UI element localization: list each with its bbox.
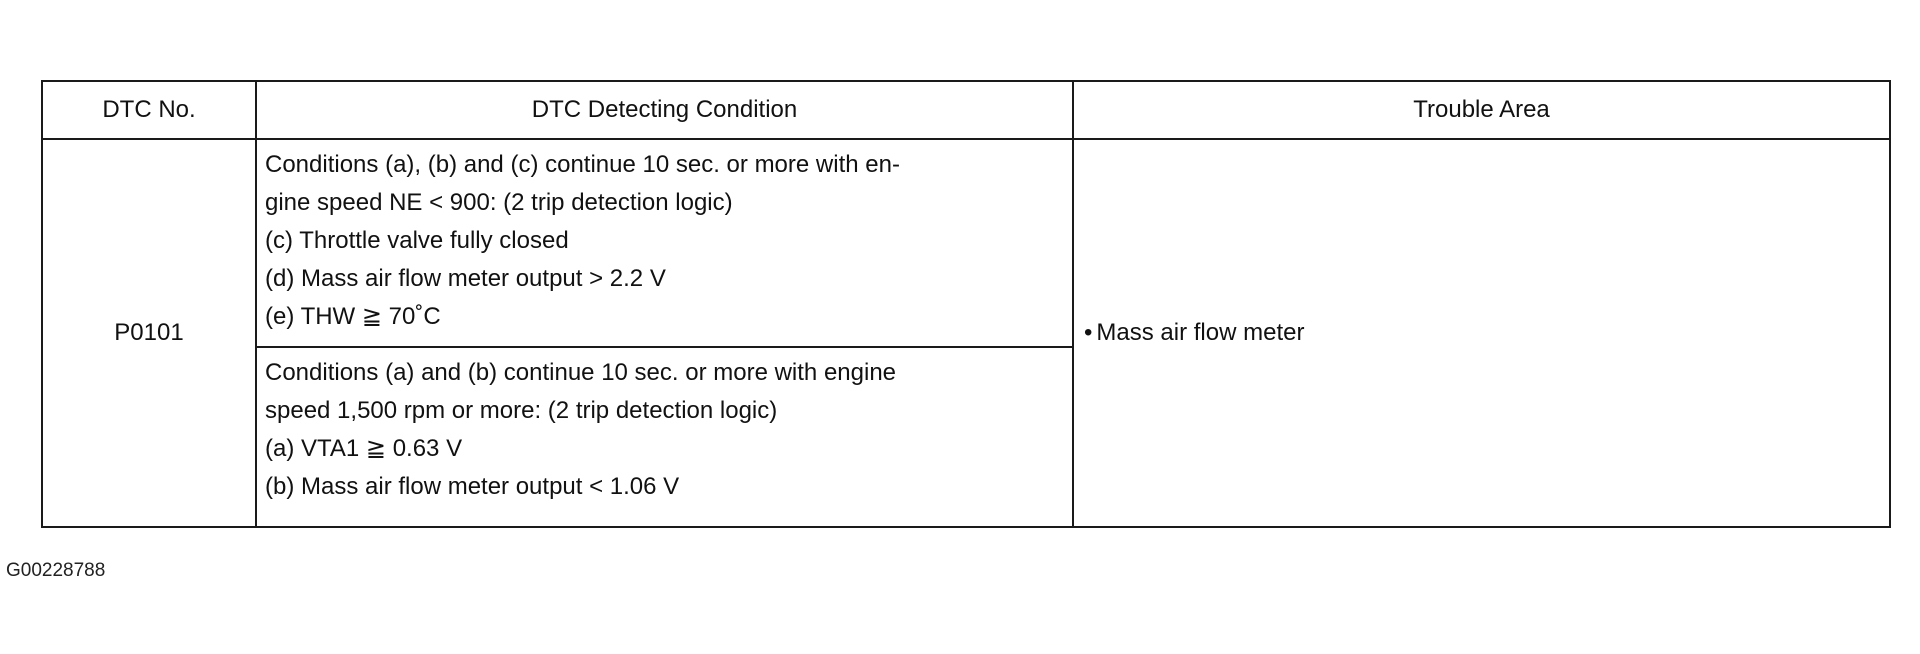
header-detecting-condition: DTC Detecting Condition	[256, 81, 1073, 139]
condition-line: Conditions (a) and (b) continue 10 sec. or more with engine	[265, 359, 897, 386]
condition-line: Conditions (a), (b) and (c) continue 10 sec. or more with en-	[265, 151, 900, 178]
trouble-area-cell	[1073, 139, 1890, 527]
detecting-condition-block-2	[256, 347, 1073, 527]
condition-line: (e) THW ≧ 70˚C	[265, 303, 441, 330]
condition-line: (c) Throttle valve fully closed	[265, 227, 569, 254]
bullet-icon: •	[1084, 319, 1093, 346]
dtc-table	[41, 80, 1891, 528]
header-trouble-area: Trouble Area	[1073, 81, 1890, 139]
figure-id: G00228788	[6, 560, 106, 581]
condition-line: (a) VTA1 ≧ 0.63 V	[265, 435, 463, 462]
dtc-code: P0101	[42, 139, 256, 527]
header-dtc-no: DTC No.	[42, 81, 256, 139]
condition-line: gine speed NE < 900: (2 trip detection logic)	[265, 189, 733, 216]
trouble-area-text: Mass air flow meter	[1096, 319, 1305, 346]
table-row	[42, 139, 1890, 347]
table-header-row	[42, 81, 1890, 139]
condition-line: (b) Mass air flow meter output < 1.06 V	[265, 473, 680, 500]
detecting-condition-block-1	[256, 139, 1073, 347]
condition-line: speed 1,500 rpm or more: (2 trip detection logic)	[265, 397, 778, 424]
condition-line: (d) Mass air flow meter output > 2.2 V	[265, 265, 666, 292]
